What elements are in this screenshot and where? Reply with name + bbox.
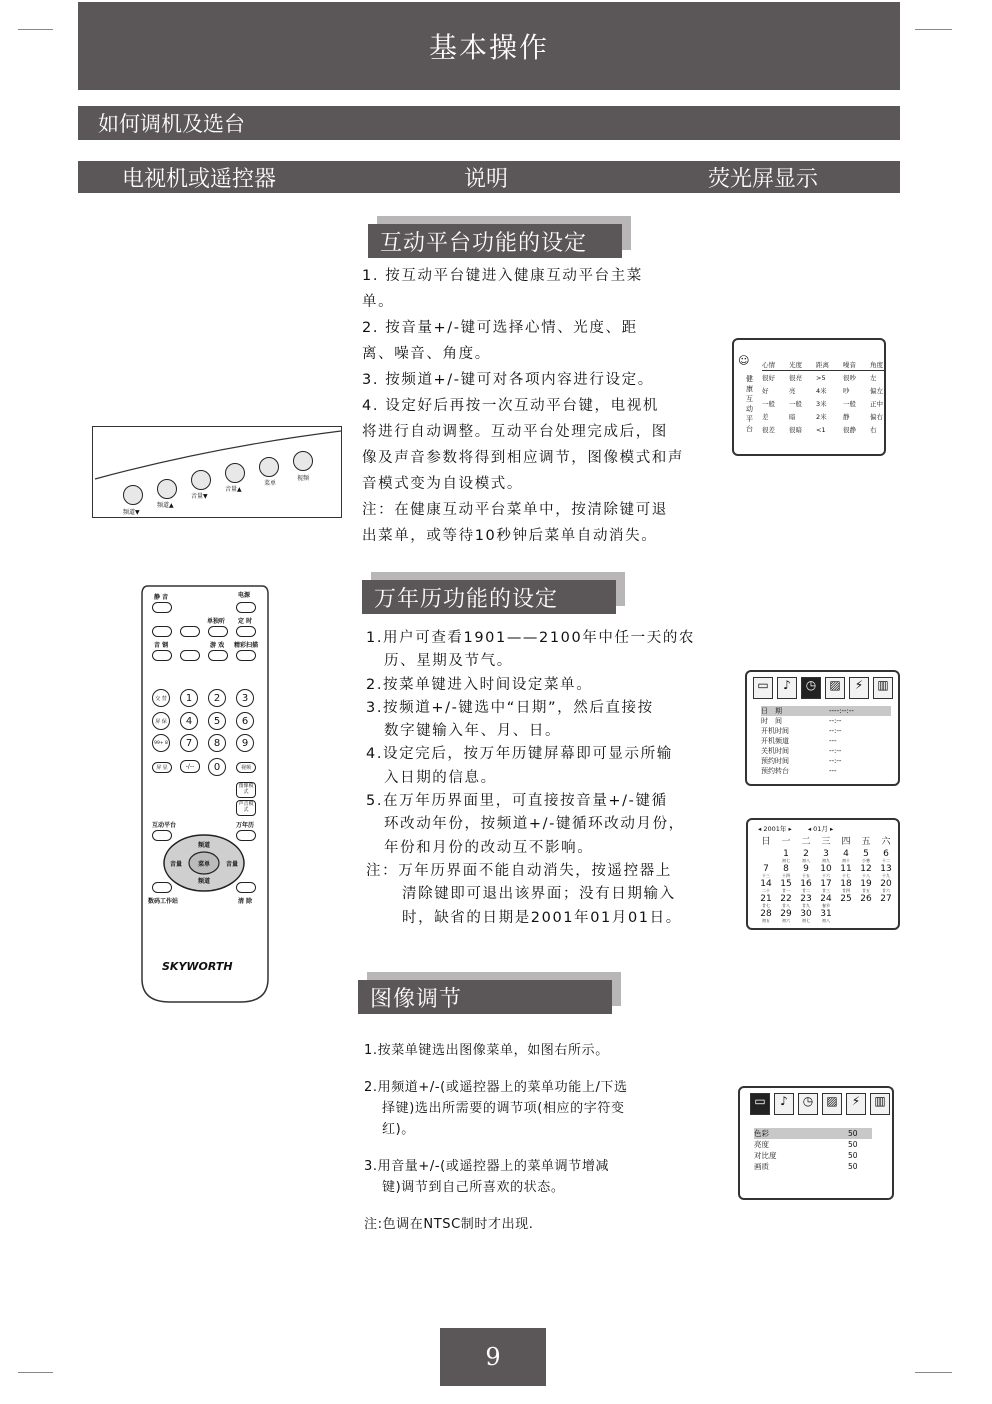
text-line: 音模式变为自设模式。 (362, 476, 523, 492)
remote-digit-3[interactable]: 3 (236, 689, 254, 707)
cell: <1 (816, 425, 826, 434)
calendar-day: 8 十四 (782, 864, 790, 878)
cell: 很静 (843, 426, 856, 434)
weekday: 六 (881, 837, 891, 847)
calendar-day (876, 910, 896, 925)
smiley-icon: ☺ (738, 354, 750, 367)
cell: 吵 (843, 387, 850, 395)
text-line: 出菜单，或等待10秒钟后菜单自动消失。 (362, 528, 658, 544)
calendar-day (836, 910, 856, 925)
cell: 3米 (816, 400, 827, 408)
calendar-day: 2 初八 (802, 849, 810, 863)
weekday: 四 (841, 837, 851, 847)
health-menu-table (762, 360, 886, 436)
text-line: 环改动年份，按频道+/-键循环改动月份， (384, 816, 685, 833)
crop-mark-top-right (915, 29, 952, 30)
list-item[interactable]: 关机时间 --:-- (761, 747, 842, 755)
remote-label: 精彩扫描 (234, 642, 259, 649)
list-item[interactable]: 开机时间 --:-- (761, 727, 842, 735)
remote-dash-button[interactable]: -/-- (180, 760, 200, 773)
header-cell: 光度 (789, 361, 802, 369)
calendar-day: 4 初十 (842, 849, 850, 863)
remote-label: 静 音 (154, 594, 169, 601)
calendar-day: 21 廿七 (760, 894, 772, 908)
calendar-day: 20 廿六 (880, 879, 892, 893)
text-line: 红)。 (382, 1122, 415, 1137)
remote-digital-station-button[interactable] (152, 882, 172, 893)
text-line: 5.在万年历界面里，可直接按音量+/-键循 (366, 793, 668, 810)
remote-digit-4[interactable]: 4 (180, 712, 198, 730)
calendar-day: 7 十三 (762, 864, 770, 878)
text-line: 择键)选出所需要的调节项(相应的字符变 (382, 1101, 625, 1116)
crop-mark-bottom-left (18, 1372, 53, 1373)
cell: 右 (870, 426, 877, 434)
calendar-day: 22 廿八 (780, 894, 792, 908)
cell: 偏右 (870, 413, 883, 421)
remote-display-button[interactable]: 屏 显 (152, 762, 172, 773)
text-line: 键)调节到自己所喜欢的状态。 (382, 1180, 565, 1195)
text-line: 注：在健康互动平台菜单中，按清除键可退 (362, 502, 668, 518)
level-icon: ▥ (873, 677, 893, 699)
remote-digit-2[interactable]: 2 (208, 689, 226, 707)
panel-label: 音量▲ (225, 486, 242, 493)
remote-digit-1[interactable]: 1 (180, 689, 198, 707)
cell: 暗 (789, 413, 796, 421)
text-line: 像及声音参数将得到相应调节，图像模式和声 (362, 450, 684, 466)
calendar-day: 6 十二 (882, 849, 890, 863)
cell: 2米 (816, 413, 827, 421)
remote-digit-5[interactable]: 5 (208, 712, 226, 730)
time-menu-list (761, 706, 891, 776)
text-line: 年份和月份的改动互不影响。 (384, 839, 594, 856)
cell: 很暗 (789, 426, 802, 434)
cell: 亮 (789, 387, 796, 395)
panel-label: 视频 (297, 475, 310, 482)
calendar-day: 24 春节 (820, 894, 832, 908)
sound-icon: ♪ (777, 677, 797, 699)
remote-label: 万年历 (236, 822, 255, 829)
remote-label: 音 钢 (154, 642, 169, 649)
remote-label: 数码工作站 (148, 898, 179, 905)
calendar-day: 26 (860, 894, 872, 904)
calendar-day (756, 850, 776, 865)
remote-button[interactable] (152, 650, 172, 661)
remote-button[interactable] (180, 650, 200, 661)
calendar-day: 19 廿五 (860, 879, 872, 893)
panel-label: 音量▼ (191, 493, 208, 500)
text-line: 2. 按音量+/-键可选择心情、光度、距 (362, 320, 638, 336)
text-line: 注:色调在NTSC制时才出现. (364, 1217, 534, 1232)
weekday: 五 (861, 837, 871, 847)
feature-icon: ⚡ (846, 1093, 866, 1115)
cell: 很差 (762, 426, 775, 434)
calendar-day: 28 初五 (760, 909, 772, 923)
panel-volume-down-button[interactable] (191, 470, 211, 490)
menu-icon-row (750, 1093, 890, 1117)
remote-sound-mode-button[interactable]: 声音模式 (236, 800, 256, 816)
cell: 很吵 (843, 374, 856, 382)
calendar-grid (756, 850, 896, 925)
health-menu-screen (732, 338, 886, 456)
calendar-weekdays (756, 834, 896, 847)
header-cell: 噪音 (843, 361, 856, 369)
column-header-screen: 荧光屏显示 (708, 167, 819, 192)
calendar-day: 5 小寒 (862, 849, 870, 863)
weekday: 日 (761, 837, 771, 847)
picture-icon: ▨ (825, 677, 845, 699)
calendar-day: 10 十六 (820, 864, 832, 878)
remote-button[interactable] (208, 650, 228, 661)
calendar-year[interactable]: 2001年 (763, 825, 787, 833)
calendar-day: 29 初六 (780, 909, 792, 923)
text-line: 1.用户可查看1901——2100年中任一天的农 (366, 630, 696, 646)
calendar-header: ◂ 2001年 ▸ ◂ 01月 ▸ (758, 825, 834, 833)
remote-digit-8[interactable]: 8 (208, 734, 226, 752)
crop-mark-top-left (18, 29, 53, 30)
weekday: 一 (781, 837, 791, 847)
text-line: 清除键即可退出该界面；没有日期输入 (402, 886, 676, 903)
cell: 静 (843, 413, 850, 421)
remote-volume-down-label: 音量 (170, 861, 183, 868)
cell: 偏左 (870, 387, 883, 395)
remote-video-button[interactable]: 视频 (236, 762, 256, 773)
tv-front-panel (92, 426, 342, 518)
section3-text (364, 1040, 724, 1235)
header-cell: 心情 (762, 361, 775, 369)
clock-icon: ◷ (798, 1093, 818, 1115)
page-number: 9 (440, 1328, 546, 1386)
text-line: 入日期的信息。 (384, 769, 497, 786)
cell: 很亮 (789, 374, 802, 382)
calendar-week-row (756, 880, 896, 895)
panel-channel-up-button[interactable] (157, 479, 177, 499)
clock-icon: ◷ (801, 677, 821, 699)
remote-picture-mode-button[interactable]: 图像模式 (236, 782, 256, 798)
text-line: 时，缺省的日期是2001年01月01日。 (402, 909, 682, 926)
remote-digit-0[interactable]: 0 (208, 758, 226, 776)
remote-swap-button[interactable]: 交 替 (152, 689, 170, 707)
section-title: 如何调机及选台 (78, 106, 900, 140)
header-cell: 距离 (816, 361, 829, 369)
column-header-bar (78, 161, 900, 193)
column-header-device: 电视机或遥控器 (122, 167, 277, 192)
cell: 一般 (762, 400, 775, 408)
section2-text (366, 627, 726, 930)
text-line: 3.按频道+/-键选中“日期”，然后直接按 (366, 699, 654, 716)
text-line: 离、噪音、角度。 (362, 346, 491, 362)
text-line: 1.按菜单键选出图像菜单，如图右所示。 (364, 1043, 609, 1058)
text-line: 历、星期及节气。 (384, 653, 513, 670)
calendar-day: 12 十八 (860, 864, 872, 878)
remote-brand-logo: SKYWORTH (162, 960, 233, 973)
remote-button[interactable] (236, 626, 256, 637)
sound-icon: ♪ (774, 1093, 794, 1115)
picture-menu-list (754, 1128, 872, 1172)
text-line: 2.按菜单键进入时间设定菜单。 (366, 676, 593, 693)
list-item[interactable]: 对比度 50 (754, 1151, 858, 1160)
text-line: 注：万年历界面不能自动消失，按遥控器上 (366, 862, 672, 879)
text-line: 4. 设定好后再按一次互动平台键，电视机 (362, 398, 659, 414)
calendar-week-row (756, 895, 896, 910)
remote-99-button[interactable]: 99+ 8 (152, 734, 170, 752)
remote-button[interactable] (236, 650, 256, 661)
remote-screensaver-button[interactable]: 屏 保 (152, 712, 170, 730)
remote-label: 清 除 (238, 898, 253, 905)
panel-volume-up-button[interactable] (225, 463, 245, 483)
cell: >5 (816, 373, 826, 382)
calendar-day: 11 十七 (840, 864, 852, 878)
column-header-description: 说明 (464, 167, 509, 192)
section3-heading: 图像调节 (358, 980, 612, 1014)
text-line: 2.用频道+/-(或遥控器上的菜单功能上/下选 (364, 1080, 628, 1095)
calendar-day: 30 初七 (800, 909, 812, 923)
crop-mark-bottom-right (915, 1372, 952, 1373)
calendar-day: 9 十五 (802, 864, 810, 878)
panel-menu-button[interactable] (259, 457, 279, 477)
list-item[interactable]: 日 期 ----:--:-- (761, 706, 891, 716)
menu-icon-row (753, 677, 893, 701)
cell: 一般 (789, 400, 802, 408)
calendar-day: 3 初九 (822, 849, 830, 863)
calendar-day: 14 二十 (760, 879, 772, 893)
calendar-week-row (756, 850, 896, 865)
feature-icon: ⚡ (849, 677, 869, 699)
list-item[interactable]: 时 间 --:-- (761, 717, 842, 725)
calendar-week-row (756, 865, 896, 880)
remote-clear-button[interactable] (236, 882, 256, 893)
list-item[interactable]: 画质 50 (754, 1162, 858, 1171)
panel-video-button[interactable] (293, 451, 313, 471)
calendar-day (856, 910, 876, 925)
cell: 很好 (762, 374, 775, 382)
calendar-day: 18 廿四 (840, 879, 852, 893)
time-menu-screen (745, 670, 900, 786)
picture-menu-screen (738, 1086, 894, 1200)
remote-button[interactable] (152, 626, 172, 637)
text-line: 单。 (362, 294, 395, 310)
cell: 左 (870, 374, 877, 382)
text-line: 3.用音量+/-(或遥控器上的菜单调节增减 (364, 1159, 610, 1174)
section2-heading: 万年历功能的设定 (362, 580, 616, 614)
cell: 一般 (843, 400, 856, 408)
section1-text (362, 263, 722, 549)
weekday: 二 (801, 837, 811, 847)
remote-label: 单独听 (207, 618, 226, 625)
remote-mute-button[interactable] (152, 602, 172, 613)
list-item[interactable]: 开机频道 --- (761, 737, 837, 745)
remote-label: 定 时 (238, 618, 253, 625)
calendar-day: 13 十九 (880, 864, 892, 878)
picture-icon: ▨ (822, 1093, 842, 1115)
panel-label: 菜单 (264, 480, 277, 487)
cell: 4米 (816, 387, 827, 395)
tv-icon: ▭ (750, 1093, 770, 1115)
list-item[interactable]: 亮度 50 (754, 1140, 858, 1149)
text-line: 数字键输入年、月、日。 (384, 723, 562, 740)
tv-icon: ▭ (753, 677, 773, 699)
remote-channel-down-label: 频道 (198, 878, 211, 885)
calendar-screen (746, 818, 900, 930)
section1-heading: 互动平台功能的设定 (368, 224, 622, 258)
header-cell: 角度 (870, 361, 883, 369)
page-title: 基本操作 (78, 2, 900, 90)
remote-channel-up-label: 频道 (198, 842, 211, 849)
text-line: 3. 按频道+/-键可对各项内容进行设定。 (362, 372, 654, 388)
health-side-label: 健 康 互 动 平 台 (746, 375, 753, 433)
calendar-day: 23 廿九 (800, 894, 812, 908)
calendar-day: 31 初八 (820, 909, 832, 923)
list-item[interactable]: 色彩 50 (754, 1128, 872, 1139)
text-line: 将进行自动调整。互动平台处理完成后，图 (362, 424, 668, 440)
calendar-day: 25 (840, 894, 852, 904)
weekday: 三 (821, 837, 831, 847)
calendar-day: 16 廿二 (800, 879, 812, 893)
level-icon: ▥ (870, 1093, 890, 1115)
remote-label: 游 戏 (210, 642, 225, 649)
cell: 差 (762, 413, 769, 421)
calendar-month[interactable]: 01月 (813, 825, 828, 833)
cell: 好 (762, 387, 769, 395)
remote-digit-9[interactable]: 9 (236, 734, 254, 752)
remote-button[interactable] (208, 626, 228, 637)
remote-digit-6[interactable]: 6 (236, 712, 254, 730)
remote-button[interactable] (180, 626, 200, 637)
panel-label: 频道▼ (123, 509, 140, 516)
calendar-day: 1 初七 (782, 849, 790, 863)
remote-menu-key-label: 菜单 (198, 861, 211, 868)
list-item[interactable]: 预约转台 --- (761, 767, 837, 775)
cell: 正中 (870, 400, 883, 408)
remote-volume-up-label: 音量 (226, 861, 239, 868)
remote-label: 互动平台 (152, 822, 177, 829)
text-line: 1. 按互动平台键进入健康互动平台主菜 (362, 268, 643, 284)
list-item[interactable]: 预约时间 --:-- (761, 757, 842, 765)
panel-label: 频道▲ (157, 502, 174, 509)
remote-digit-7[interactable]: 7 (180, 734, 198, 752)
calendar-day: 17 廿三 (820, 879, 832, 893)
calendar-day: 27 (880, 894, 892, 904)
remote-label: 电源 (238, 592, 251, 599)
remote-power-button[interactable] (236, 602, 256, 613)
text-line: 4.设定完后，按万年历键屏幕即可显示所输 (366, 746, 673, 763)
panel-channel-down-button[interactable] (123, 485, 143, 505)
remote-control (140, 584, 270, 1004)
calendar-day: 15 廿一 (780, 879, 792, 893)
calendar-week-row (756, 910, 896, 925)
